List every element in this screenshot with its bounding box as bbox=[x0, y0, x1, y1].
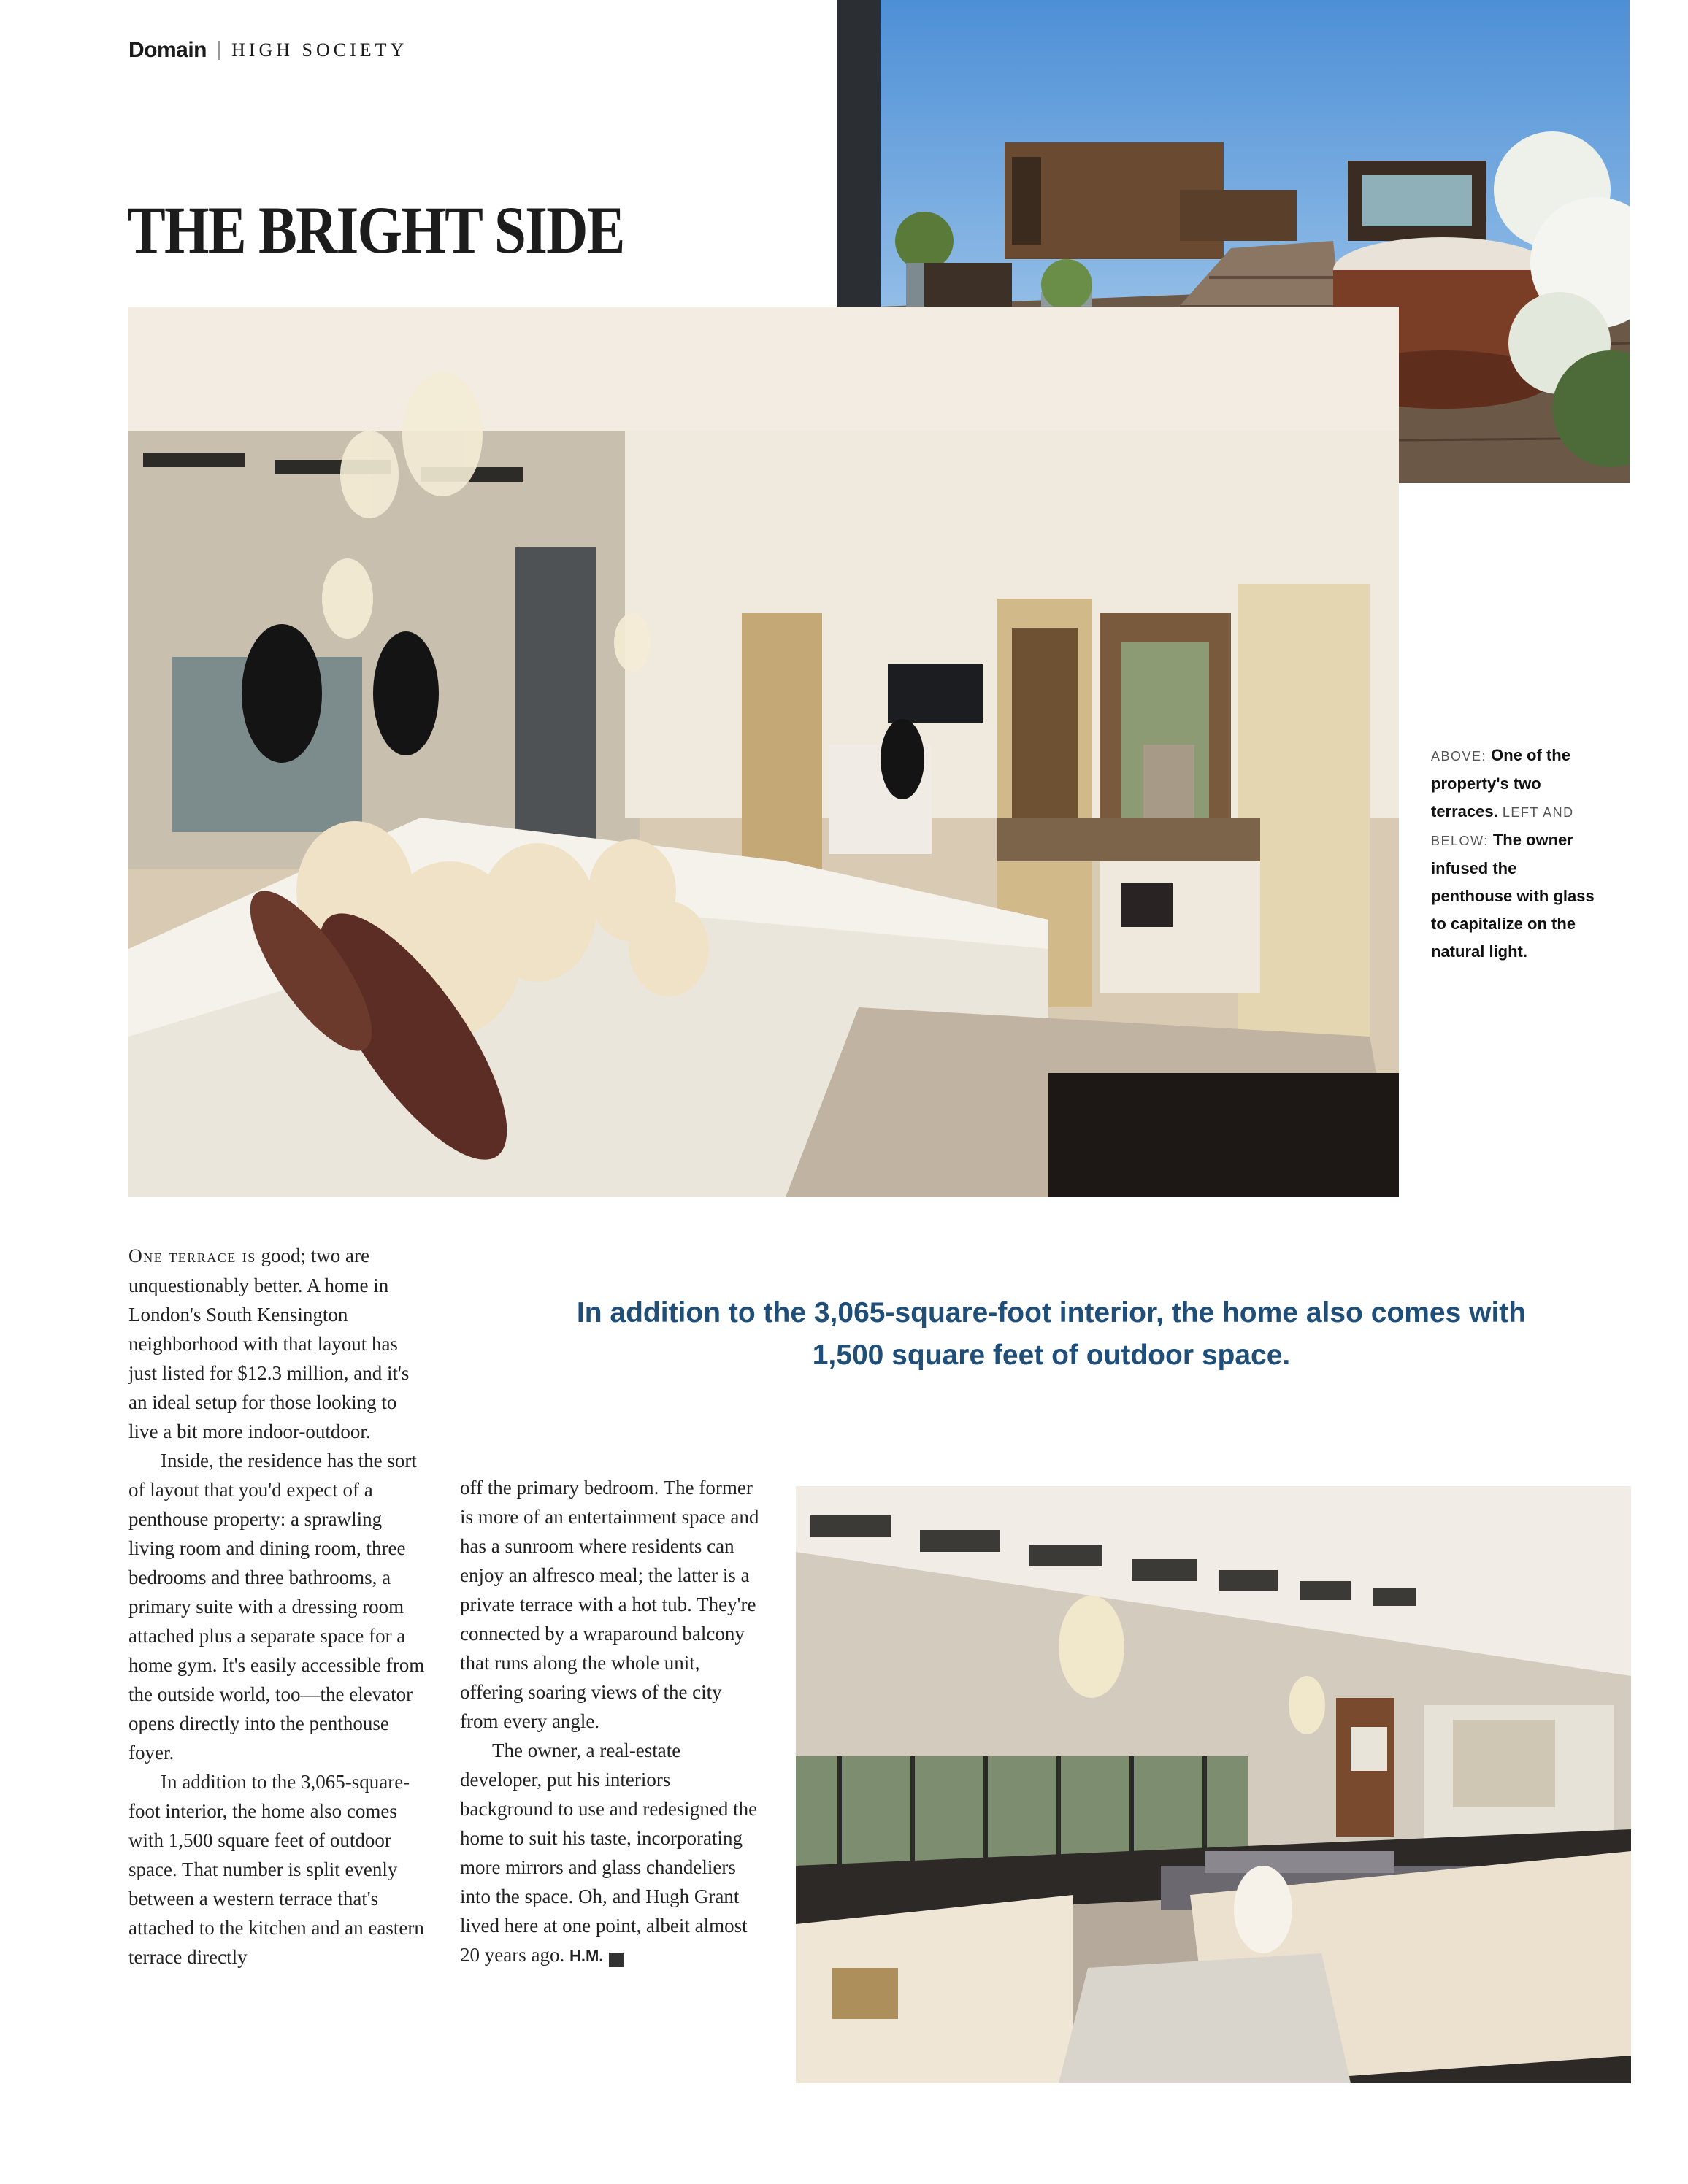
living-room-photo bbox=[796, 1486, 1631, 2083]
article-column-2 bbox=[460, 1473, 762, 1971]
bedroom-photo bbox=[128, 307, 1399, 1197]
paragraph-text: The owner, a real-estate developer, put his interiors background to use and redesigned the home to suit his taste, incorporating more mirrors and glass chandeliers into the space. Oh, and Hugh Grant lived here at one point, albeit almost 20 years ago. bbox=[460, 1739, 758, 1966]
photo-caption bbox=[1431, 742, 1599, 966]
caption-text-above: One of the property's two terraces. bbox=[1431, 746, 1570, 820]
caption-text-left-below: The owner infused the penthouse with glass to capitalize on the natural light. bbox=[1431, 831, 1595, 961]
pull-quote: In addition to the 3,065-square-foot interior, the home also comes with 1,500 square feet of outdoor space. bbox=[576, 1297, 1527, 1371]
author-initials: H.M. bbox=[569, 1947, 604, 1965]
article-column-1 bbox=[128, 1241, 431, 1972]
article-paragraph: off the primary bedroom. The former is more of an entertainment space and has a sunroom where residents can enjoy an alfresco meal; the latter is a private terrace with a hot tub. They're connected by a wraparound balcony that runs along the whole unit, offering soaring views of the city from every angle. bbox=[460, 1477, 759, 1732]
section-name: HIGH SOCIETY bbox=[231, 39, 408, 61]
end-mark-icon: R bbox=[609, 1953, 624, 1967]
article-paragraph bbox=[460, 1736, 762, 1971]
caption-label-above: ABOVE: bbox=[1431, 749, 1487, 764]
article-paragraph bbox=[128, 1241, 431, 1446]
article-paragraph: Inside, the residence has the sort of layout that you'd expect of a penthouse property: a sprawling living room and dining room, three bedrooms and three bathrooms, a primary suite with a dressing room attached plus a separate space for a home gym. It's easily accessible from the outside world, too—the elevator opens directly into the penthouse foyer. bbox=[128, 1450, 425, 1764]
lead-in: One terrace is bbox=[128, 1245, 256, 1266]
header-divider bbox=[218, 41, 220, 60]
article-paragraph: In addition to the 3,065-square-foot interior, the home also comes with 1,500 square feet of outdoor space. That number is split evenly between a western terrace that's attached to the kitchen and an eastern terrace directly bbox=[128, 1771, 424, 1968]
paragraph-text: good; two are unquestionably better. A home in London's South Kensington neighborhood with that layout has just listed for $12.3 million, and it's an ideal setup for those looking to live a bit more indoor-outdoor. bbox=[128, 1245, 410, 1442]
caption-label-left-below: LEFT AND BELOW: bbox=[1431, 805, 1574, 848]
headline: THE BRIGHT SIDE bbox=[127, 193, 624, 267]
brand-name: Domain bbox=[128, 38, 207, 62]
running-header bbox=[128, 38, 407, 63]
